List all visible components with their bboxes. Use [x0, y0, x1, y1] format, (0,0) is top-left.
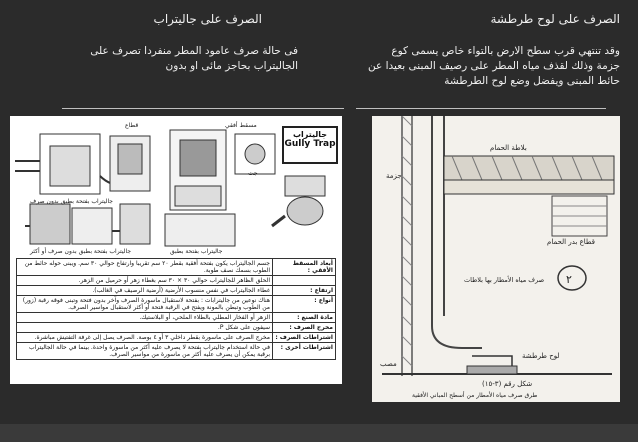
left-body-line-2: الجاليتراب بحاجز مائى او بدون	[165, 60, 298, 72]
spec-value: الزهر أو الفخار المطلي بالطلاء الملحي، أو البلاستيك.	[17, 313, 273, 323]
spec-value: غطاء الجاليتراب في نفس منسوب الأرضية (أرضية الرصيف في الغالب).	[17, 286, 273, 296]
right-divider	[356, 108, 606, 109]
spec-label: أنواع :	[273, 296, 336, 313]
spec-row	[17, 333, 336, 343]
spec-value: الحلق الظاهر للجاليتراب حوالي ٣٠ × ٣٠ سم بغطاء زهر أو حرميل من الزهر.	[17, 276, 273, 286]
gully-title-ar: جاليتراب	[292, 130, 328, 139]
sketch-label-drain: صرف مياه الأمطار بها بلاطات	[464, 276, 545, 284]
sketch-label-fig-number: شكل رقم (٣-١٥)	[482, 380, 533, 388]
gully-trap-figure	[10, 116, 342, 384]
left-body-line-1: فى حالة صرف عامود المطر منفردا تصرف على	[90, 45, 298, 57]
right-column-title: الصرف على لوح طرطشة	[490, 12, 620, 26]
right-column-body	[335, 44, 620, 89]
spec-row	[17, 323, 336, 333]
sketch-label-slab: بلاطة الحمام	[490, 144, 527, 152]
spec-row	[17, 276, 336, 286]
sketch-label-boot: جزمة	[386, 172, 402, 180]
sketch-label-outlet: مصب	[380, 360, 397, 368]
footer-bar	[0, 424, 638, 442]
top-label-jet: جت	[248, 170, 258, 177]
top-label-section: قطاع	[125, 122, 139, 129]
sketch-label-fig-caption: طرق صرف مياه الأمطار من أسطح المباني الأفقية	[412, 392, 538, 399]
right-body-line-1: وقد تنتهي قرب سطح الارض بالتواء خاص يسمى كوع	[391, 45, 620, 57]
top-label-plan: مسقط أفقي	[225, 122, 257, 129]
spec-row	[17, 343, 336, 360]
left-column-title: الصرف على جاليتراب	[153, 12, 262, 26]
sketch-drawing	[372, 116, 620, 402]
left-column-body	[28, 44, 298, 74]
spec-row	[17, 286, 336, 296]
spec-row	[17, 313, 336, 323]
caption-2: جاليتراب بفتحة بطبق	[170, 248, 223, 255]
spec-value: جسم الجاليتراب يكون بفتحة أفقية بقطر ٢٠ سم تقريبا وارتفاع حوالي ٣٠ سم. ويبنى حوله حائط من الطوب بسمك نصف طوبة.	[17, 259, 273, 276]
svg-text:٢: ٢	[566, 273, 572, 286]
caption-1: جاليتراب بفتحة بطبق بدون صرف أو أكثر	[30, 248, 132, 255]
spec-row	[17, 296, 336, 313]
caption-3: جاليتراب بفتحة بطبق بدون صرف	[30, 198, 114, 205]
sketch-label-splash: لوح طرطشة	[522, 352, 560, 360]
spec-label	[273, 276, 336, 286]
spec-value: مخرج الصرف على ماسورة بقطر داخلي ٣ أو ٤ بوصة. الصرف يصل إلى غرفة التفتيش مباشرة.	[17, 333, 273, 343]
spec-value: سيفون على شكل P.	[17, 323, 273, 333]
spec-label: مادة الصنع :	[273, 313, 336, 323]
spec-value: هناك نوعين من جاليترابات : بفتحة لاستقبال ماسورة الصرف وآخر بدون فتحة وتبنى فوقه رقبة (زور) من الطوب وتبطن بالمونة ويفتح في الرقبة فتحة أو أكثر لاستقبال مواسير الصرف.	[17, 296, 273, 313]
spec-label: ارتفاع :	[273, 286, 336, 296]
spec-label: أبعاد المسقط الأفقي :	[273, 259, 336, 276]
spec-value: في حالة استخدام جاليتراب بفتحة لا يصرف عليه أكثر من ماسورة واحدة. بينما في حالة الجاليتراب برقبة يمكن أن يصرف عليه أكثر من ماسورة من مواسير الصرف.	[17, 343, 273, 360]
gully-spec-table	[16, 258, 336, 360]
spec-label: مخرج الصرف :	[273, 323, 336, 333]
sketch-label-section: قطاع بدر الحمام	[547, 238, 595, 246]
splash-board-sketch	[372, 116, 620, 402]
left-divider	[62, 108, 344, 109]
spec-label: اشتراطات الصرف :	[273, 333, 336, 343]
gully-trap-title-box	[282, 126, 338, 164]
spec-row	[17, 259, 336, 276]
gully-title-en: Gully Trap	[284, 139, 336, 149]
right-body-line-2: جزمة وذلك لقذف مياه المطر على رصيف المبنى بعيدا عن	[368, 60, 620, 72]
spec-label: اشتراطات أخرى :	[273, 343, 336, 360]
right-body-line-3: حائط المبنى ويفضل وضع لوح الطرطشة	[444, 75, 620, 87]
